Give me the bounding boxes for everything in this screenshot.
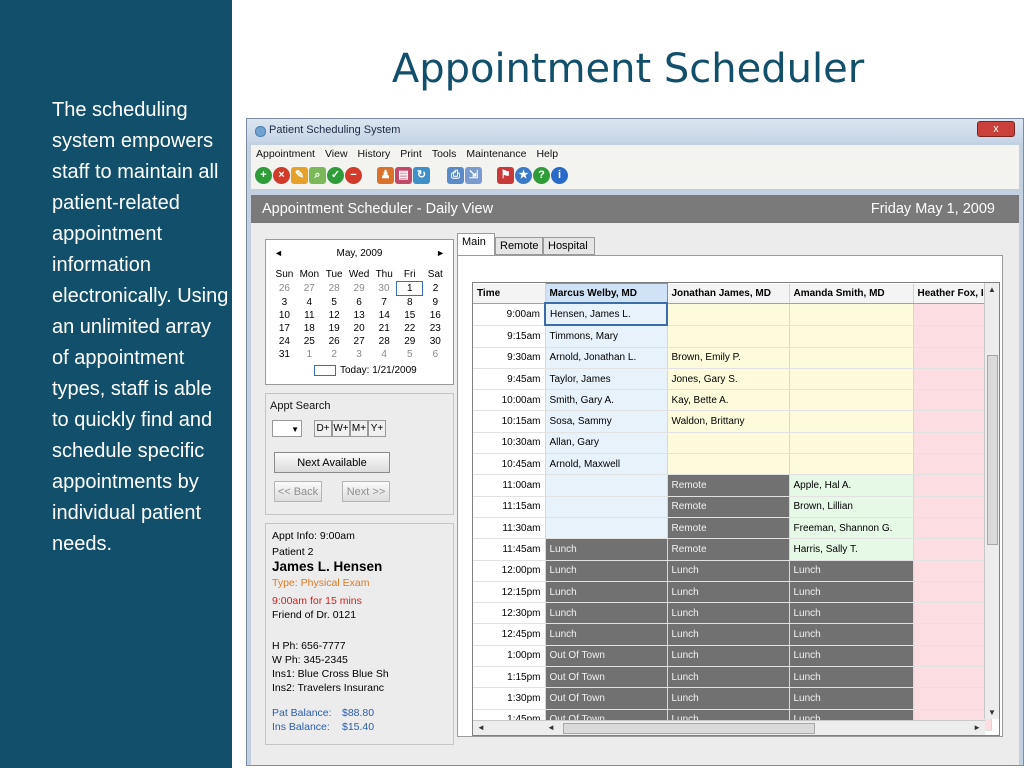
appointment-cell[interactable]	[545, 517, 667, 538]
appt-search-label: Appt Search	[270, 400, 331, 412]
table-row	[473, 390, 991, 411]
calendar-day[interactable]: 31	[278, 349, 290, 360]
appointment-cell[interactable]: Remote	[667, 496, 789, 517]
appointment-cell[interactable]	[913, 454, 991, 475]
info-icon[interactable]: i	[551, 167, 568, 184]
calendar-day[interactable]: 1	[306, 349, 313, 360]
time-slot: 11:15am	[473, 496, 545, 517]
app-window	[246, 118, 1024, 766]
appointment-cell[interactable]	[913, 581, 991, 602]
content-area	[251, 223, 1019, 765]
time-slot: 9:00am	[473, 303, 545, 325]
appointment-cell[interactable]	[913, 496, 991, 517]
work-phone: W Ph: 345-2345	[272, 654, 348, 666]
time-slot: 12:45pm	[473, 624, 545, 645]
calendar-day[interactable]: 23	[429, 323, 441, 334]
appointment-cell[interactable]	[913, 475, 991, 496]
appointment-cell[interactable]	[667, 454, 789, 475]
close-button[interactable]: x	[977, 121, 1015, 137]
refresh-icon[interactable]: ↻	[413, 167, 430, 184]
edit-icon[interactable]: ✎	[291, 167, 308, 184]
insurance-1: Ins1: Blue Cross Blue Sh	[272, 668, 389, 680]
table-row	[473, 624, 991, 645]
flag-icon[interactable]: ⚑	[497, 167, 514, 184]
column-header-time[interactable]: Time	[473, 284, 545, 304]
appointment-cell[interactable]	[913, 303, 991, 325]
main-tab-panel	[457, 255, 1003, 737]
appointment-cell[interactable]: Jones, Gary S.	[667, 368, 789, 389]
scroll-down-icon[interactable]: ▼	[988, 708, 996, 717]
table-row	[473, 325, 991, 347]
appointment-cell[interactable]	[913, 688, 991, 709]
appointment-cell[interactable]: Harris, Sally T.	[789, 539, 913, 560]
column-header-doctor[interactable]: Heather Fox, I	[913, 284, 991, 304]
time-slot: 9:30am	[473, 347, 545, 368]
appointment-cell[interactable]: Lunch	[667, 645, 789, 666]
menu-appointment[interactable]: Appointment	[256, 148, 315, 160]
appointment-cell[interactable]	[913, 325, 991, 347]
appointment-cell[interactable]: Brown, Lillian	[789, 496, 913, 517]
day-name: Thu	[375, 269, 393, 281]
appointment-cell[interactable]: Lunch	[545, 603, 667, 624]
menu-print[interactable]: Print	[400, 148, 422, 160]
appointment-cell[interactable]	[789, 432, 913, 453]
insurance-2: Ins2: Travelers Insuranc	[272, 682, 385, 694]
calendar-month-label: May, 2009	[336, 248, 383, 259]
calendar-day[interactable]: 6	[432, 349, 439, 360]
menu-view[interactable]: View	[324, 148, 348, 160]
calendar-day[interactable]: 18	[303, 323, 315, 334]
appt-search-panel	[265, 393, 454, 515]
home-phone: H Ph: 656-7777	[272, 640, 346, 652]
calendar-day[interactable]: 2	[432, 283, 439, 294]
time-slot: 9:45am	[473, 368, 545, 389]
appointment-cell[interactable]: Out Of Town	[545, 667, 667, 688]
appointment-cell[interactable]	[913, 560, 991, 581]
scroll-left-icon[interactable]: ◄	[547, 723, 555, 732]
appointment-cell[interactable]	[913, 517, 991, 538]
calendar-day[interactable]: 10	[278, 310, 290, 321]
slide-sidebar	[0, 0, 232, 768]
day-name: Fri	[403, 269, 416, 280]
appt-info-header: Appt Info: 9:00am	[272, 530, 355, 542]
appointment-cell[interactable]: Timmons, Mary	[545, 325, 667, 347]
horizontal-scrollbar[interactable]	[473, 720, 985, 735]
export-icon[interactable]: ⇲	[465, 167, 482, 184]
scroll-right-icon[interactable]: ►	[973, 723, 981, 732]
calendar-day[interactable]: 27	[353, 336, 365, 347]
appointment-cell[interactable]	[913, 368, 991, 389]
help-icon[interactable]: ?	[533, 167, 550, 184]
calendar-grid	[272, 268, 448, 361]
calendar-day[interactable]: 28	[378, 336, 390, 347]
appointment-cell[interactable]	[789, 368, 913, 389]
appointment-cell[interactable]	[913, 411, 991, 432]
search-type-select[interactable]	[272, 420, 302, 437]
calendar-day[interactable]: 7	[381, 296, 387, 308]
schedule-grid	[472, 282, 1000, 736]
table-row	[473, 411, 991, 432]
slide-title: Appointment Scheduler	[391, 46, 865, 92]
table-row	[473, 517, 991, 538]
column-header-doctor[interactable]: Amanda Smith, MD	[789, 284, 913, 304]
calendar-day[interactable]: 20	[353, 323, 365, 334]
month-plus-button[interactable]: M+	[350, 420, 368, 437]
column-header-doctor[interactable]: Marcus Welby, MD	[545, 284, 667, 304]
chart-icon[interactable]: ▤	[395, 167, 412, 184]
time-slot: 12:15pm	[473, 581, 545, 602]
time-slot: 11:00am	[473, 475, 545, 496]
calendar-day[interactable]: 2	[331, 349, 337, 360]
delete-icon[interactable]: ×	[273, 167, 290, 184]
appointment-cell[interactable]: Out Of Town	[545, 645, 667, 666]
window-titlebar[interactable]	[247, 119, 1023, 143]
table-row	[473, 645, 991, 666]
calendar-day[interactable]: 6	[356, 296, 362, 308]
confirm-icon[interactable]: ✓	[327, 167, 344, 184]
calendar-day[interactable]: 14	[378, 310, 390, 321]
year-plus-button[interactable]: Y+	[368, 420, 386, 437]
calendar-day[interactable]: 27	[303, 283, 315, 294]
ins-balance: $15.40	[342, 721, 375, 733]
day-name: Tue	[325, 269, 343, 281]
calendar-day[interactable]: 19	[328, 323, 340, 334]
calendar-day[interactable]: 26	[278, 283, 290, 294]
pat-balance: $88.80	[342, 707, 375, 719]
calendar-day[interactable]: 30	[429, 336, 441, 347]
calendar-day[interactable]: 3	[281, 296, 288, 308]
appointment-cell[interactable]	[913, 432, 991, 453]
patient-number: Patient 2	[272, 546, 314, 558]
app-icon	[255, 126, 266, 137]
back-button[interactable]: << Back	[274, 481, 322, 502]
patient-name: James L. Hensen	[272, 559, 383, 574]
table-row	[473, 475, 991, 496]
view-title: Appointment Scheduler - Daily View	[262, 201, 494, 217]
appointment-cell[interactable]: Lunch	[789, 560, 913, 581]
calendar-day[interactable]: 15	[404, 310, 416, 321]
calendar-day[interactable]: 13	[353, 310, 365, 321]
appointment-cell[interactable]	[913, 645, 991, 666]
appointment-cell[interactable]: Lunch	[667, 560, 789, 581]
tab-hospital[interactable]: Hospital	[543, 237, 595, 255]
appointment-cell[interactable]: Remote	[667, 517, 789, 538]
today-label: Today: 1/21/2009	[340, 365, 417, 377]
time-slot: 10:30am	[473, 432, 545, 453]
appt-info-panel	[265, 523, 454, 745]
time-slot: 9:15am	[473, 325, 545, 347]
window-title: Patient Scheduling System	[269, 124, 401, 136]
schedule-table	[473, 283, 992, 731]
appointment-cell[interactable]: Lunch	[545, 581, 667, 602]
appointment-cell[interactable]: Lunch	[667, 603, 789, 624]
day-name: Sun	[275, 269, 294, 281]
appointment-cell[interactable]	[913, 667, 991, 688]
calendar-day[interactable]: 21	[378, 323, 390, 334]
ins-balance-label: Ins Balance:	[272, 721, 330, 733]
appointment-cell[interactable]: Lunch	[789, 581, 913, 602]
appointment-cell[interactable]: Lunch	[667, 688, 789, 709]
menu-bar	[251, 145, 1019, 163]
calendar-today-link[interactable]	[314, 365, 417, 376]
table-row	[473, 303, 991, 325]
appointment-cell[interactable]: Lunch	[545, 624, 667, 645]
appointment-cell[interactable]: Out Of Town	[545, 688, 667, 709]
calendar-day[interactable]: 28	[328, 283, 340, 294]
appointment-cell[interactable]	[913, 390, 991, 411]
calendar-day[interactable]: 22	[404, 323, 416, 334]
menu-tools[interactable]: Tools	[431, 148, 457, 160]
time-slot: 12:30pm	[473, 603, 545, 624]
menu-history[interactable]: History	[357, 148, 391, 160]
appointment-cell[interactable]	[545, 475, 667, 496]
appointment-cell[interactable]	[789, 411, 913, 432]
scroll-left-icon[interactable]: ◄	[477, 723, 485, 732]
calendar-day[interactable]: 5	[331, 296, 337, 308]
appointment-cell[interactable]: Arnold, Maxwell	[545, 454, 667, 475]
pat-balance-label: Pat Balance:	[272, 707, 332, 719]
appointment-cell[interactable]	[789, 347, 913, 368]
appointment-cell[interactable]	[913, 624, 991, 645]
appointment-cell[interactable]: Arnold, Jonathan L.	[545, 347, 667, 368]
day-plus-button[interactable]: D+	[314, 420, 332, 437]
table-row	[473, 667, 991, 688]
appointment-cell[interactable]: Remote	[667, 539, 789, 560]
scroll-up-icon[interactable]: ▲	[988, 285, 996, 294]
appointment-cell[interactable]: Lunch	[789, 624, 913, 645]
appointment-cell[interactable]	[913, 603, 991, 624]
appointment-cell[interactable]	[667, 325, 789, 347]
calendar-day[interactable]: 26	[328, 336, 340, 347]
table-row	[473, 560, 991, 581]
current-date: Friday May 1, 2009	[870, 201, 995, 217]
appointment-cell[interactable]: Lunch	[789, 603, 913, 624]
time-slot: 11:45am	[473, 539, 545, 560]
appointment-cell[interactable]	[789, 303, 913, 325]
cancel-icon[interactable]: −	[345, 167, 362, 184]
calendar-day[interactable]: 5	[406, 349, 413, 360]
week-plus-button[interactable]: W+	[332, 420, 350, 437]
menu-help[interactable]: Help	[536, 148, 559, 160]
calendar-day[interactable]: 17	[278, 323, 290, 334]
search-icon[interactable]: ⌕	[309, 167, 326, 184]
appointment-cell[interactable]: Lunch	[789, 667, 913, 688]
calendar-day[interactable]: 11	[304, 310, 315, 321]
appointment-cell[interactable]	[667, 432, 789, 453]
calendar-day[interactable]: 4	[306, 296, 313, 308]
appointment-cell[interactable]	[545, 496, 667, 517]
appt-type: Type: Physical Exam	[272, 577, 370, 589]
time-slot: 1:30pm	[473, 688, 545, 709]
calendar-day[interactable]: 16	[429, 310, 441, 321]
appointment-cell[interactable]: Lunch	[789, 688, 913, 709]
daily-view-header	[251, 195, 1019, 223]
appt-duration: 9:00am for 15 mins	[272, 595, 362, 607]
appointment-cell[interactable]	[667, 303, 789, 325]
appointment-cell[interactable]: Lunch	[545, 539, 667, 560]
calendar-day[interactable]: 8	[406, 297, 413, 308]
table-row	[473, 688, 991, 709]
next-available-button[interactable]: Next Available	[274, 452, 390, 473]
time-slot: 1:00pm	[473, 645, 545, 666]
appointment-cell[interactable]: Remote	[667, 475, 789, 496]
appointment-cell[interactable]: Lunch	[667, 624, 789, 645]
appointment-cell[interactable]: Waldon, Brittany	[667, 411, 789, 432]
time-slot: 12:00pm	[473, 560, 545, 581]
time-slot: 1:15pm	[473, 667, 545, 688]
day-name: Sat	[427, 269, 443, 281]
table-row	[473, 454, 991, 475]
add-icon[interactable]: +	[255, 167, 272, 184]
table-row	[473, 368, 991, 389]
month-calendar	[265, 239, 454, 385]
appointment-cell[interactable]: Lunch	[667, 667, 789, 688]
tab-main[interactable]: Main	[457, 233, 495, 255]
time-slot: 10:15am	[473, 411, 545, 432]
appointment-cell[interactable]	[913, 347, 991, 368]
today-marker-icon	[314, 365, 336, 376]
appointment-cell[interactable]: Kay, Bette A.	[667, 390, 789, 411]
appointment-cell[interactable]: Brown, Emily P.	[667, 347, 789, 368]
calendar-day[interactable]: 29	[404, 336, 416, 347]
referral: Friend of Dr. 0121	[272, 609, 357, 621]
appointment-cell[interactable]	[789, 390, 913, 411]
calendar-day[interactable]: 25	[303, 336, 315, 347]
day-name: Wed	[348, 269, 370, 281]
table-row	[473, 432, 991, 453]
appointment-cell[interactable]	[913, 539, 991, 560]
appointment-cell[interactable]	[789, 325, 913, 347]
appointment-cell[interactable]: Freeman, Shannon G.	[789, 517, 913, 538]
table-row	[473, 539, 991, 560]
calendar-day[interactable]: 3	[356, 349, 362, 360]
appointment-cell[interactable]: Taylor, James	[545, 368, 667, 389]
toolbar	[251, 163, 1019, 190]
calendar-day[interactable]: 30	[378, 283, 390, 294]
table-row	[473, 496, 991, 517]
appointment-cell[interactable]: Lunch	[545, 560, 667, 581]
appointment-cell[interactable]	[789, 454, 913, 475]
next-month-icon[interactable]: ►	[436, 248, 445, 258]
appointment-cell[interactable]: Allan, Gary	[545, 432, 667, 453]
table-row	[473, 603, 991, 624]
calendar-day[interactable]: 29	[353, 283, 365, 294]
next-button[interactable]: Next >>	[342, 481, 390, 502]
time-slot: 10:45am	[473, 454, 545, 475]
calendar-day-selected[interactable]: 1	[397, 282, 423, 296]
prev-month-icon[interactable]: ◄	[274, 248, 283, 258]
print-icon[interactable]: ⎙	[447, 167, 464, 184]
appointment-cell[interactable]: Sosa, Sammy	[545, 411, 667, 432]
time-slot: 10:00am	[473, 390, 545, 411]
h-scroll-thumb[interactable]	[563, 723, 815, 734]
patient-icon[interactable]: ♟	[377, 167, 394, 184]
table-row	[473, 347, 991, 368]
calendar-day[interactable]: 4	[381, 349, 387, 360]
appointment-cell[interactable]: Lunch	[789, 645, 913, 666]
table-row	[473, 581, 991, 602]
calendar-day[interactable]: 9	[432, 296, 439, 308]
day-name: Mon	[299, 269, 320, 281]
chevron-down-icon: ▼	[291, 425, 299, 434]
calendar-day[interactable]: 12	[328, 310, 340, 321]
star-icon[interactable]: ★	[515, 167, 532, 184]
appointment-cell[interactable]: Smith, Gary A.	[545, 390, 667, 411]
tab-remote[interactable]: Remote	[495, 237, 543, 255]
scroll-thumb[interactable]	[987, 355, 998, 545]
appointment-cell[interactable]: Hensen, James L.	[545, 303, 667, 325]
menu-maintenance[interactable]: Maintenance	[466, 148, 527, 160]
calendar-day[interactable]: 24	[278, 336, 290, 347]
column-header-doctor[interactable]: Jonathan James, MD	[667, 284, 789, 304]
slide-description: The scheduling system empowers staff to maintain all patient-related appointment information electronically. Using an unlimited array of appointment types, staff is able to quickly find and schedule specific appointments by individual patient needs.	[52, 99, 229, 555]
appointment-cell[interactable]: Lunch	[667, 581, 789, 602]
vertical-scrollbar[interactable]	[984, 283, 999, 719]
time-slot: 11:30am	[473, 517, 545, 538]
appointment-cell[interactable]: Apple, Hal A.	[789, 475, 913, 496]
